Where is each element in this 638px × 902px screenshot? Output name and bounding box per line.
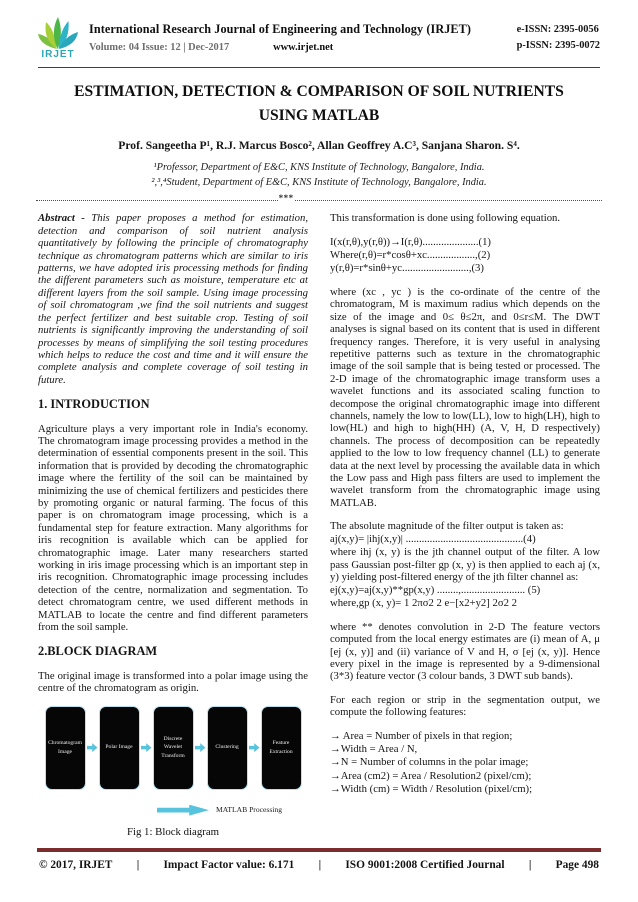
footer-impact-factor: Impact Factor value: 6.171 <box>163 859 295 871</box>
logo-wordmark: IRJET <box>41 49 75 60</box>
separator-line-left <box>36 200 278 201</box>
equation-2: Where(r,θ)=r*cosθ+xc..................,(2) <box>330 248 491 261</box>
block-diagram-paragraph: The original image is transformed into a polar image using the centre of the chromatogram as origin. <box>38 669 308 695</box>
footer-page-number: Page 498 <box>555 859 599 871</box>
diagram-box-polar-image: Polar Image <box>99 706 140 790</box>
heading-introduction: 1. INTRODUCTION <box>38 397 150 412</box>
right-arrow-icon <box>87 743 98 752</box>
header-row2 <box>89 42 517 53</box>
irjet-leaf-icon <box>37 16 79 50</box>
affiliation-2: ²,³,⁴Student, Department of E&C, KNS Institute of Technology, Bangalore, India. <box>151 176 487 188</box>
features-list <box>330 730 600 797</box>
convolution-paragraph: where ** denotes convolution in 2-D The feature vectors computed from the local energy estimates are (i) mean of A, μ [ej (x, y)] and (ii) variance of V and H, σ [ej (x, y)]. Hence every pixel in the image is represented by a 9-dimensional (3*3) feature vector (3 colour bands, 3 DWT sub bands). <box>330 620 600 683</box>
diagram-boxes <box>38 706 308 790</box>
footer-copyright: © 2017, IRJET <box>39 859 113 871</box>
website-link[interactable]: www.irjet.net <box>273 42 334 53</box>
features-intro-paragraph: For each region or strip in the segmentation output, we compute the following features: <box>330 693 600 719</box>
abstract-text: This paper proposes a method for estimation, detection and comparison of soil nutrient analysis quantitatively by following the principle of chromatography technique as chromatogram patterns which are similar to iris patterns, we have adopted iris processing methods for finding the different parameters such as moisture, temperature etc at different layers from the soil sample. Using image processing of soil chromatogram ,we find the soil nutrients and suggest the perfect fertilizer and best suitable crop. Testing of soil nutrients is significantly improving the understanding of soil processes by means of simplifying the soil testing procedures which helps to reduce the cost and time and it will ensure the complete analysis and complete coverage of soil testing in future. <box>38 212 308 386</box>
right-arrow-icon <box>195 743 206 752</box>
paper-title: ESTIMATION, DETECTION & COMPARISON OF SOIL NUTRIENTS USING MATLAB <box>74 83 564 125</box>
coordinate-dwt-paragraph: where (xc , yc ) is the co-ordinate of the centre of the chromatogram, M is maximum radius which depends on the size of the image and 0≤ θ≤2π, and 0≤r≤M. The DWT analyses is signal based on its content that is used in different frequency ranges. Therefore, it is very useful in analysing repetitive patterns such as texture in the chromatographic image of the soil sample that is being tested or processed. The 2-D image of the chromatographic image transform uses a wavelet functions and its associated scaling function to decompose the original chromatographic image into different channels, namely the low to low(LL), low to high(LH), high to low(HL) and high to high(HH) (A, V, H, D respectively) channels. The process of decomposition can be repeatedly applied to the low to low frequency channel (LL) to generate data at the next level by processing the available data in which the Low pass and High pass filters are used to implement the wavelet transform from the chromatographic image using MATLAB. <box>330 285 600 509</box>
diagram-box-dwt: Discrete Wavelet Transform <box>153 706 194 790</box>
equation-3: y(r,θ)=r*sinθ+yc.........................,(3) <box>330 261 484 274</box>
journal-title: International Research Journal of Engineering and Technology (IRJET) <box>89 22 472 36</box>
affiliations <box>0 161 638 190</box>
filter-paragraph: where ihj (x, y) is the jth channel output of the filter. A low pass Gaussian post-filter gp (x, y) is then applied to each aj (x, y) yielding post-filtered energy of the jth filter channel as: <box>330 546 600 584</box>
equations-1-3 <box>330 236 600 275</box>
magnitude-intro: The absolute magnitude of the filter output is taken as: <box>330 520 564 533</box>
right-column <box>330 212 600 838</box>
diagram-box-feature-extraction: Feature Extraction <box>261 706 302 790</box>
issn-block <box>517 16 600 54</box>
diagram-box-clustering: Clustering <box>207 706 248 790</box>
volume-issue-text: Volume: 04 Issue: 12 | Dec-2017 <box>89 42 230 53</box>
abstract-label: Abstract - <box>38 212 85 225</box>
block-diagram-figure <box>38 706 308 839</box>
authors-line: Prof. Sangeetha P¹, R.J. Marcus Bosco², Allan Geoffrey A.C³, Sanjana Sharon. S⁴. <box>118 139 520 153</box>
magnitude-block <box>330 520 600 609</box>
separator-line-right <box>295 200 602 201</box>
transformation-paragraph: This transformation is done using following equation. <box>330 212 561 225</box>
footer-row <box>0 852 638 871</box>
left-column <box>38 212 308 838</box>
footer-pipe: | <box>528 859 532 871</box>
body-columns <box>0 203 638 838</box>
right-arrow-icon <box>249 743 260 752</box>
feature-area: → Area = Number of pixels in that region; <box>330 729 513 742</box>
irjet-logo <box>36 16 80 60</box>
legend-arrow-icon <box>157 805 209 816</box>
equation-5: ej(x,y)=aj(x,y)**gp(x,y) ........,........................ (5) <box>330 583 541 596</box>
diagram-box-chromatogram-image: Chromatogram Image <box>45 706 86 790</box>
equation-4: aj(x,y)= |ihj(x,y)| ............................................(4) <box>330 533 536 546</box>
separator-stars: *** <box>278 193 294 204</box>
equation-1: I(x(r,θ),y(r,θ))→I(r,θ).....................(1) <box>330 235 491 248</box>
introduction-paragraph: Agriculture plays a very important role in India's economy. The chromatogram image processing provides a method in the determination of essential components present in the soil. This information that is provided by decoding the chromatographic image where the fertility of the soil can be maintained by minimizing the use of chemical fertilizers and pesticides there by promoting organic or natural farming. The focus of this paper is on chromatogram image processing, which is a fundamental step for feature extraction. Many algorithms for iris recognition is available which can be applied for chromatographic image. Later many researchers started working in iris image processing which is an important step in iris recognition. Chromatographic image processing includes detection of the centre, normalization and segmentation. To detect chromatogram centre, we used different methods in MATLAB to locate the centre and find different parameters from the soil sample. <box>38 422 308 634</box>
feature-width: →Width = Area / N, <box>330 742 418 755</box>
page-footer <box>0 848 638 871</box>
p-issn-text: p-ISSN: 2395-0072 <box>516 40 600 52</box>
header-middle <box>89 16 517 53</box>
legend-label: MATLAB Processing <box>215 804 282 814</box>
equation-5-where: where,gp (x, y)= 1 2πσ2 2 e−[x2+y2] 2σ2 2 <box>330 596 517 609</box>
e-issn-text: e-ISSN: 2395-0056 <box>516 24 599 35</box>
journal-header <box>0 0 638 60</box>
figure-caption: Fig 1: Block diagram <box>126 825 220 838</box>
footer-pipe: | <box>318 859 322 871</box>
footer-pipe: | <box>136 859 140 871</box>
heading-block-diagram: 2.BLOCK DIAGRAM <box>38 644 158 659</box>
feature-width-cm: →Width (cm) = Width / Resolution (pixel/cm); <box>330 783 533 796</box>
header-divider <box>38 67 600 68</box>
abstract-paragraph <box>38 212 308 386</box>
feature-n: →N = Number of columns in the polar image; <box>330 756 529 769</box>
diagram-legend <box>38 805 282 816</box>
affiliation-1: ¹Professor, Department of E&C, KNS Institute of Technology, Bangalore, India. <box>153 162 485 174</box>
feature-area-cm2: →Area (cm2) = Area / Resolution2 (pixel/cm); <box>330 769 532 782</box>
footer-iso: ISO 9001:2008 Certified Journal <box>345 859 505 871</box>
right-arrow-icon <box>141 743 152 752</box>
